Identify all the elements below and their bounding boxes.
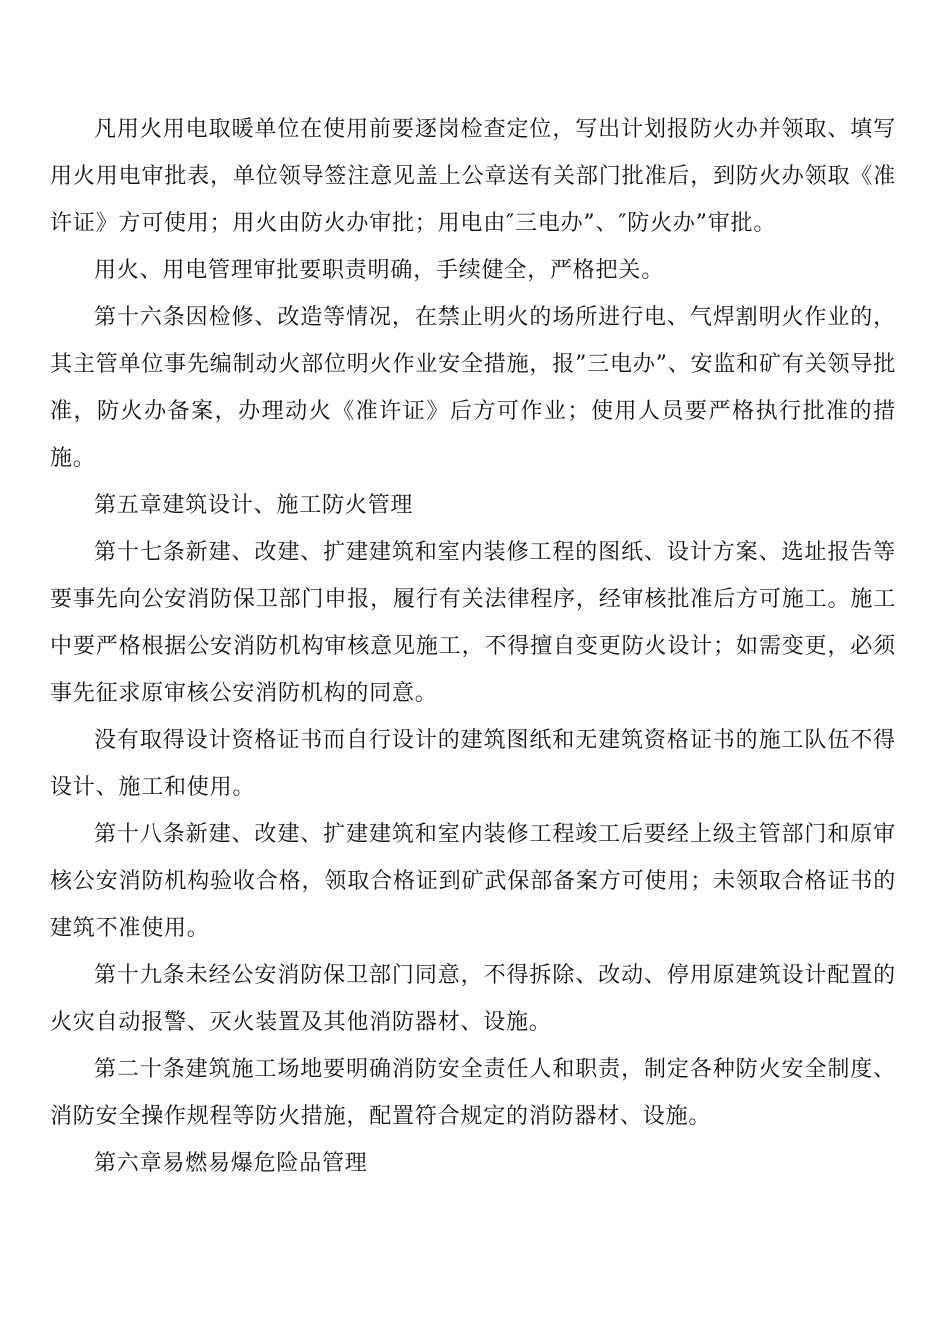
chapter-6-heading: 第六章易燃易爆危险品管理 (94, 1151, 368, 1176)
paragraph-article-20: 第二十条建筑施工场地要明确消防安全责任人和职责，制定各种防火安全制度、消防安全操作规程等防火措施，配置符合规定的消防器材、设施。 (50, 1057, 896, 1129)
paragraph-article-19: 第十九条未经公安消防保卫部门同意，不得拆除、改动、停用原建筑设计配置的火灾自动报警、灭火装置及其他消防器材、设施。 (50, 963, 896, 1035)
paragraph-approval-responsibility: 用火、用电管理审批要职责明确，手续健全，严格把关。 (94, 258, 665, 283)
document-page (50, 106, 896, 1187)
paragraph-fire-electric-approval: 凡用火用电取暖单位在使用前要逐岗检查定位，写出计划报防火办并领取、填写用火用电审批表，单位领导签注意见盖上公章送有关部门批准后，到防火办领取《准许证》方可使用；用火由防火办审批；用电由″三电办”、″防火办”审批。 (50, 117, 896, 236)
paragraph-article-17: 第十七条新建、改建、扩建建筑和室内装修工程的图纸、设计方案、选址报告等要事先向公安消防保卫部门申报，履行有关法律程序，经审核批准后方可施工。施工中要严格根据公安消防机构审核意见施工，不得擅自变更防火设计；如需变更，必须事先征求原审核公安消防机构的同意。 (50, 540, 896, 706)
paragraph-article-16: 第十六条因检修、改造等情况，在禁止明火的场所进行电、气焊割明火作业的，其主管单位事先编制动火部位明火作业安全措施，报”三电办”、安监和矿有关领导批准，防火办备案，办理动火《准许证》后方可作业；使用人员要严格执行批准的措施。 (50, 305, 896, 471)
chapter-5-heading: 第五章建筑设计、施工防火管理 (94, 493, 414, 518)
paragraph-article-18: 第十八条新建、改建、扩建建筑和室内装修工程竣工后要经上级主管部门和原审核公安消防机构验收合格，领取合格证到矿武保部备案方可使用；未领取合格证书的建筑不准使用。 (50, 822, 896, 941)
paragraph-no-certificate: 没有取得设计资格证书而自行设计的建筑图纸和无建筑资格证书的施工队伍不得设计、施工和使用。 (50, 728, 896, 800)
